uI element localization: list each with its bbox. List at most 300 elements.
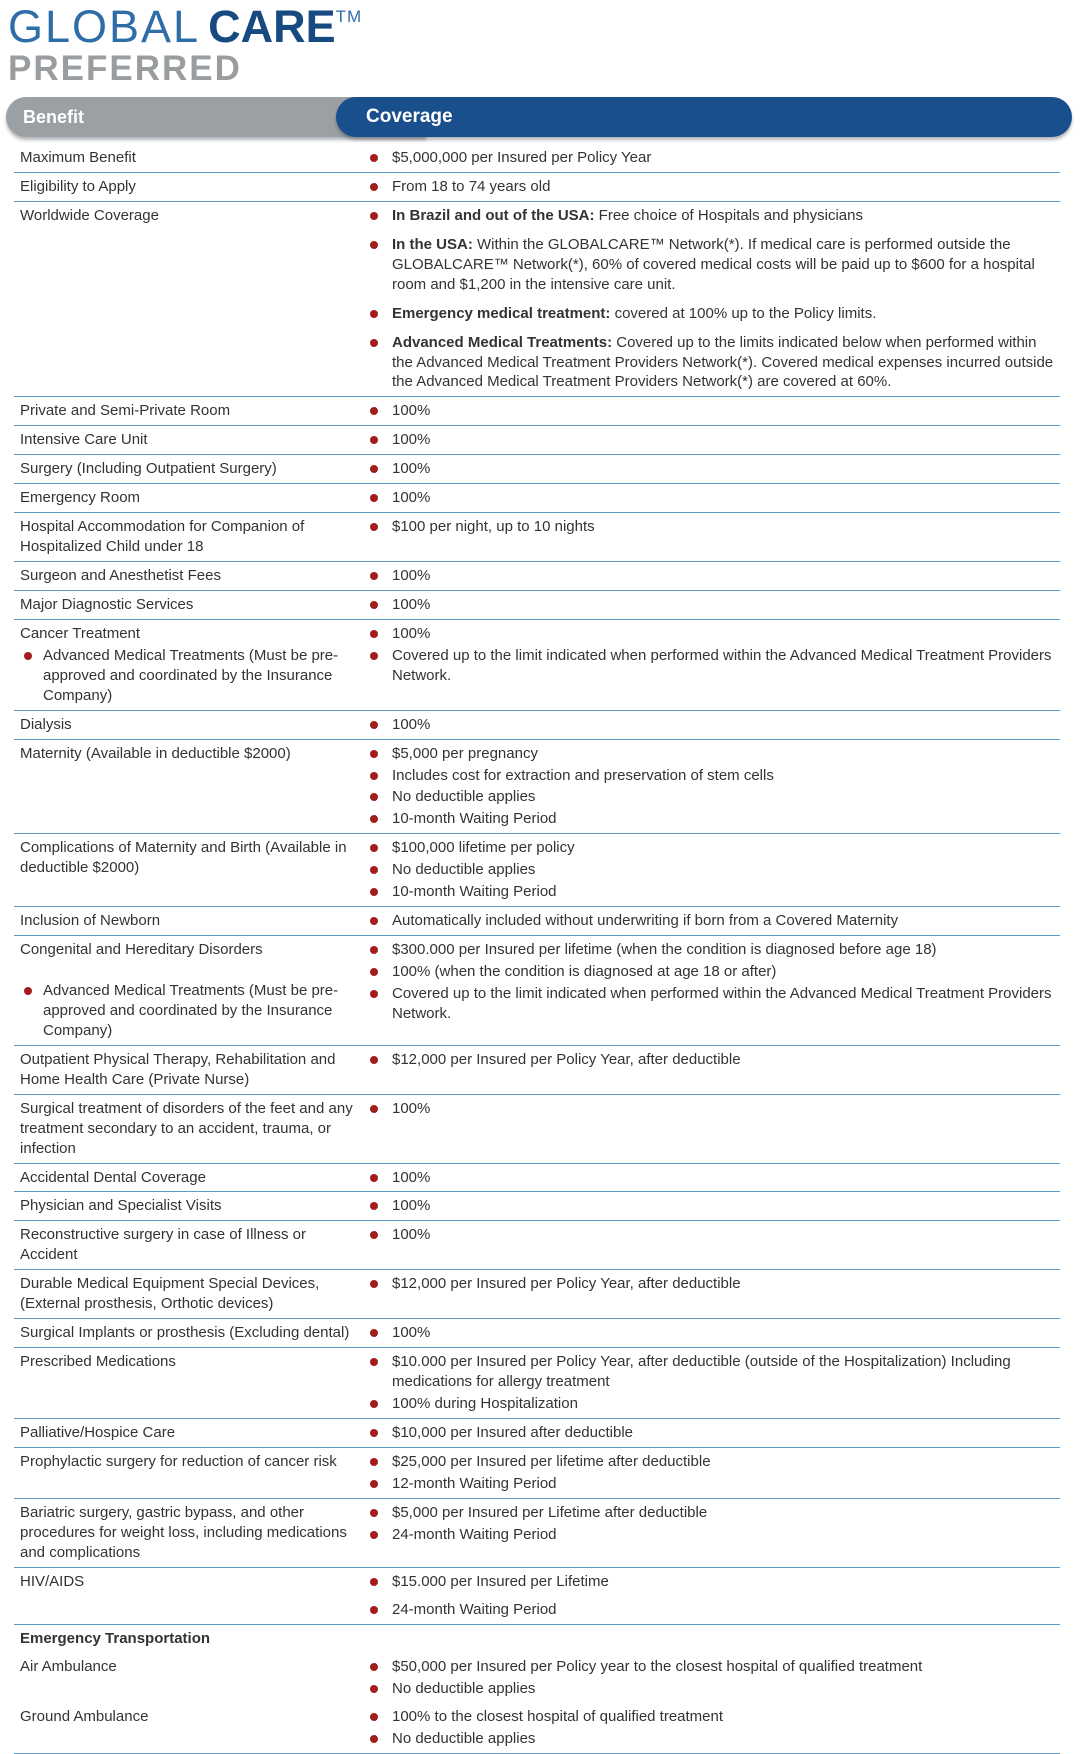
coverage-value: 100% to the closest hospital of qualified treatment xyxy=(392,1708,724,1726)
benefit-label: Complications of Maternity and Birth (Available in deductible $2000) xyxy=(20,839,347,877)
coverage-value: 12-month Waiting Period xyxy=(392,1474,557,1492)
coverage-cell xyxy=(362,837,1060,902)
bullet-icon xyxy=(370,1202,378,1210)
bullet-icon xyxy=(370,750,378,758)
coverage-value: $100,000 lifetime per policy xyxy=(392,839,575,857)
table-row xyxy=(14,144,1060,173)
benefit-cell xyxy=(14,743,362,830)
benefit-cell xyxy=(14,565,362,586)
coverage-cell xyxy=(362,1571,1060,1621)
coverage-cell xyxy=(362,429,1060,450)
bullet-icon xyxy=(370,1329,378,1337)
bullet-icon xyxy=(370,601,378,609)
coverage-value: $10.000 per Insured per Policy Year, after deductible (outside of the Hospitalization) Including medications for allergy treatment xyxy=(392,1353,1011,1390)
benefit-item xyxy=(20,1452,356,1472)
coverage-value: $5,000,000 per Insured per Policy Year xyxy=(392,149,652,166)
benefit-label: Prophylactic surgery for reduction of cancer risk xyxy=(20,1452,337,1470)
benefit-cell xyxy=(14,1167,362,1188)
table-row xyxy=(14,834,1060,907)
benefit-cell xyxy=(14,594,362,615)
bullet-icon xyxy=(370,1231,378,1239)
table-row xyxy=(14,397,1060,426)
bullet-icon xyxy=(370,772,378,780)
benefit-label: Emergency Room xyxy=(20,489,141,507)
benefit-cell xyxy=(14,458,362,479)
coverage-value: $12,000 per Insured per Policy Year, after deductible xyxy=(392,1050,741,1068)
benefit-cell xyxy=(14,205,362,393)
benefit-label: Palliative/Hospice Care xyxy=(20,1423,176,1441)
coverage-cell xyxy=(362,1098,1060,1159)
table-row xyxy=(14,1448,1060,1499)
bullet-icon xyxy=(370,183,378,191)
table-row xyxy=(14,562,1060,591)
coverage-item xyxy=(362,860,1060,880)
coverage-value-emphasis: In the USA: xyxy=(392,235,473,253)
table-row xyxy=(14,1499,1060,1568)
coverage-cell xyxy=(362,743,1060,830)
benefit-item xyxy=(20,1196,356,1216)
coverage-item xyxy=(362,744,1060,764)
coverage-value: Automatically included without underwriting if born from a Covered Maternity xyxy=(392,912,899,930)
coverage-column-label: Coverage xyxy=(366,106,453,127)
coverage-item xyxy=(362,459,1060,479)
bullet-icon xyxy=(370,1174,378,1182)
coverage-cell xyxy=(362,1451,1060,1494)
bullet-icon xyxy=(370,968,378,976)
coverage-cell xyxy=(362,1273,1060,1314)
benefit-label: Physician and Specialist Visits xyxy=(20,1197,222,1215)
coverage-value: $50,000 per Insured per Policy year to the closest hospital of qualified treatment xyxy=(392,1658,923,1676)
benefit-item xyxy=(20,1099,356,1159)
bullet-icon xyxy=(370,436,378,444)
table-row xyxy=(14,1046,1060,1095)
benefit-item xyxy=(20,1503,356,1563)
benefit-item xyxy=(20,940,356,960)
bullet-icon xyxy=(370,1400,378,1408)
benefit-cell xyxy=(14,1049,362,1090)
table-row xyxy=(14,1703,1060,1754)
bullet-icon xyxy=(370,946,378,954)
benefit-item xyxy=(20,595,356,615)
coverage-cell xyxy=(362,176,1060,197)
coverage-item xyxy=(362,1707,1060,1727)
table-row xyxy=(14,1270,1060,1319)
benefit-item xyxy=(20,1050,356,1090)
benefit-item xyxy=(20,148,356,168)
coverage-value: Covered up to the limit indicated when performed within the Advanced Medical Treatment Providers Network. xyxy=(392,646,1052,684)
bullet-icon xyxy=(370,1480,378,1488)
coverage-item xyxy=(362,809,1060,829)
bullet-icon xyxy=(370,494,378,502)
coverage-value: 100% xyxy=(392,624,431,642)
benefit-item xyxy=(20,1707,356,1727)
coverage-value: $5,000 per Insured per Lifetime after deductible xyxy=(392,1503,708,1521)
benefit-item xyxy=(20,459,356,479)
coverage-item xyxy=(362,1050,1060,1070)
bullet-icon xyxy=(370,241,378,249)
benefit-item xyxy=(20,1423,356,1443)
bullet-icon xyxy=(370,844,378,852)
coverage-value: In Brazil and out of the USA: Free choice of Hospitals and physicians xyxy=(392,206,863,224)
benefit-item xyxy=(20,715,356,735)
coverage-cell xyxy=(362,487,1060,508)
bullet-icon xyxy=(370,1735,378,1743)
coverage-value: $25,000 per Insured per lifetime after deductible xyxy=(392,1452,711,1470)
table-row xyxy=(14,455,1060,484)
bullet-icon xyxy=(370,1606,378,1614)
coverage-cell xyxy=(362,516,1060,557)
benefit-cell xyxy=(14,1628,362,1649)
benefit-cell xyxy=(14,176,362,197)
benefit-item xyxy=(20,177,356,197)
coverage-value: $15.000 per Insured per Lifetime xyxy=(392,1572,609,1590)
table-row xyxy=(14,1164,1060,1193)
coverage-value: 100% xyxy=(392,1226,431,1244)
coverage-item xyxy=(362,882,1060,902)
coverage-value: 100% xyxy=(392,460,431,478)
coverage-value: $5,000 per pregnancy xyxy=(392,744,538,762)
table-row xyxy=(14,202,1060,398)
bullet-icon xyxy=(370,154,378,162)
benefit-cell xyxy=(14,1224,362,1265)
globalcare-logo xyxy=(0,0,1080,88)
benefit-item xyxy=(20,430,356,450)
benefit-item xyxy=(20,1323,356,1343)
table-row xyxy=(14,936,1060,1046)
benefit-label: Bariatric surgery, gastric bypass, and other procedures for weight loss, including medications and complications xyxy=(20,1503,347,1561)
coverage-value: No deductible applies xyxy=(392,1680,536,1698)
benefit-cell xyxy=(14,837,362,902)
benefit-label: Cancer Treatment xyxy=(20,624,141,642)
coverage-value: Emergency medical treatment: covered at 100% up to the Policy limits. xyxy=(392,304,877,322)
coverage-value: $100 per night, up to 10 nights xyxy=(392,518,595,536)
benefit-cell xyxy=(14,939,362,1041)
bullet-icon xyxy=(24,987,32,995)
coverage-item xyxy=(362,177,1060,197)
benefit-item xyxy=(20,488,356,508)
coverage-value-emphasis: Advanced Medical Treatments: xyxy=(392,333,613,351)
coverage-item xyxy=(362,838,1060,858)
benefit-item xyxy=(20,744,356,764)
bullet-icon xyxy=(370,815,378,823)
bullet-icon xyxy=(370,1663,378,1671)
benefit-cell xyxy=(14,1322,362,1343)
coverage-value: 100% xyxy=(392,1197,431,1215)
benefit-cell xyxy=(14,1273,362,1314)
benefit-cell xyxy=(14,1502,362,1563)
benefit-label: Inclusion of Newborn xyxy=(20,912,161,930)
logo-subtitle: PREFERRED xyxy=(8,49,242,89)
coverage-item xyxy=(362,235,1060,295)
benefit-label: Intensive Care Unit xyxy=(20,431,148,449)
logo-trademark: TM xyxy=(335,7,363,26)
coverage-cell xyxy=(362,1628,1060,1649)
coverage-item xyxy=(362,940,1060,960)
bullet-icon xyxy=(370,339,378,347)
benefit-item xyxy=(20,1657,356,1677)
bullet-icon xyxy=(370,1509,378,1517)
coverage-cell xyxy=(362,400,1060,421)
coverage-value-emphasis: Emergency medical treatment: xyxy=(392,304,611,322)
coverage-item xyxy=(362,488,1060,508)
benefit-cell xyxy=(14,147,362,168)
coverage-value: $10,000 per Insured after deductible xyxy=(392,1423,634,1441)
coverage-item xyxy=(362,984,1060,1024)
bullet-icon xyxy=(370,721,378,729)
benefit-label: Outpatient Physical Therapy, Rehabilitation and Home Health Care (Private Nurse) xyxy=(20,1050,336,1088)
bullet-icon xyxy=(370,888,378,896)
bullet-icon xyxy=(370,1458,378,1466)
benefit-label: Advanced Medical Treatments (Must be pre-approved and coordinated by the Insurance Company) xyxy=(43,646,339,704)
benefit-cell xyxy=(14,1422,362,1443)
coverage-value: 24-month Waiting Period xyxy=(392,1601,557,1619)
coverage-cell xyxy=(362,1167,1060,1188)
coverage-item xyxy=(362,333,1060,393)
benefit-item xyxy=(20,981,356,1041)
benefit-label: Emergency Transportation xyxy=(20,1630,211,1648)
coverage-item xyxy=(362,1600,1060,1620)
coverage-value: No deductible applies xyxy=(392,861,536,879)
coverage-value: No deductible applies xyxy=(392,788,536,806)
benefit-cell xyxy=(14,623,362,706)
bullet-icon xyxy=(370,1685,378,1693)
coverage-cell xyxy=(362,205,1060,393)
coverage-item xyxy=(362,911,1060,931)
benefit-item xyxy=(20,1352,356,1372)
coverage-item xyxy=(362,148,1060,168)
benefit-cell xyxy=(14,516,362,557)
bullet-icon xyxy=(370,1056,378,1064)
benefit-label: Private and Semi-Private Room xyxy=(20,402,231,420)
coverage-value: In the USA: Within the GLOBALCARE™ Network(*). If medical care is performed outside the GLOBALCARE™ Network(*), 60% of covered medical costs will be paid up to $600 for a hospital room and $1,200 in the intensive care unit. xyxy=(392,235,1035,293)
coverage-cell xyxy=(362,1656,1060,1699)
coverage-item xyxy=(362,206,1060,226)
logo-word-care: CARE xyxy=(208,1,336,52)
coverage-item xyxy=(362,962,1060,982)
benefit-item xyxy=(20,401,356,421)
table-row xyxy=(14,1221,1060,1270)
benefit-cell xyxy=(14,487,362,508)
coverage-cell xyxy=(362,623,1060,706)
benefit-label: Ground Ambulance xyxy=(20,1708,149,1726)
table-row xyxy=(14,907,1060,936)
coverage-value: Includes cost for extraction and preservation of stem cells xyxy=(392,766,774,784)
coverage-cell xyxy=(362,147,1060,168)
benefit-label: HIV/AIDS xyxy=(20,1572,85,1590)
benefit-label: Hospital Accommodation for Companion of Hospitalized Child under 18 xyxy=(20,518,305,556)
benefit-cell xyxy=(14,429,362,450)
coverage-value: 100% xyxy=(392,431,431,449)
coverage-cell xyxy=(362,1351,1060,1414)
coverage-value: 10-month Waiting Period xyxy=(392,810,557,828)
logo-word-global: GLOBAL xyxy=(8,1,201,52)
coverage-cell xyxy=(362,1322,1060,1343)
benefit-label: Surgery (Including Outpatient Surgery) xyxy=(20,460,277,478)
table-row xyxy=(14,513,1060,562)
benefit-label: Air Ambulance xyxy=(20,1658,117,1676)
coverage-item xyxy=(362,1225,1060,1245)
benefit-cell xyxy=(14,1706,362,1749)
coverage-cell xyxy=(362,565,1060,586)
coverage-value: $300.000 per Insured per lifetime (when the condition is diagnosed before age 18) xyxy=(392,941,937,959)
benefit-cell xyxy=(14,400,362,421)
benefit-label: Surgical treatment of disorders of the feet and any treatment secondary to an accident, trauma, or infection xyxy=(20,1099,353,1157)
coverage-value: 100% (when the condition is diagnosed at age 18 or after) xyxy=(392,963,777,980)
coverage-value: 100% xyxy=(392,567,431,584)
coverage-value: Covered up to the limit indicated when performed within the Advanced Medical Treatment Providers Network. xyxy=(392,984,1052,1022)
coverage-cell xyxy=(362,1422,1060,1443)
benefit-label: Maternity (Available in deductible $2000) xyxy=(20,744,291,762)
bullet-icon xyxy=(370,917,378,925)
bullet-icon xyxy=(370,310,378,318)
table-header xyxy=(6,97,1074,137)
benefit-cell xyxy=(14,1098,362,1159)
coverage-item xyxy=(362,304,1060,324)
coverage-item xyxy=(362,1729,1060,1749)
coverage-item xyxy=(362,715,1060,735)
table-row xyxy=(14,426,1060,455)
logo-line1 xyxy=(8,3,1080,50)
coverage-item xyxy=(362,766,1060,786)
benefit-label: Reconstructive surgery in case of Illness or Accident xyxy=(20,1226,306,1264)
coverage-item xyxy=(362,787,1060,807)
coverage-value: 100% xyxy=(392,1168,431,1186)
bullet-icon xyxy=(370,1531,378,1539)
benefit-item xyxy=(20,1168,356,1188)
table-row xyxy=(14,1419,1060,1448)
benefit-label: Major Diagnostic Services xyxy=(20,595,194,613)
coverage-item xyxy=(362,430,1060,450)
bullet-icon xyxy=(370,1429,378,1437)
bullet-icon xyxy=(24,652,32,660)
coverage-item xyxy=(362,1352,1060,1392)
benefit-label: Dialysis xyxy=(20,715,72,733)
table-row xyxy=(14,1625,1060,1653)
benefit-item xyxy=(20,566,356,586)
coverage-value-emphasis: In Brazil and out of the USA: xyxy=(392,206,595,224)
coverage-cell xyxy=(362,1049,1060,1090)
coverage-value: 100% xyxy=(392,715,431,733)
bullet-icon xyxy=(370,793,378,801)
benefit-label: Accidental Dental Coverage xyxy=(20,1168,206,1186)
benefit-label: Prescribed Medications xyxy=(20,1353,176,1371)
coverage-cell xyxy=(362,1224,1060,1265)
benefit-cell xyxy=(14,1571,362,1621)
coverage-item xyxy=(362,1474,1060,1494)
coverage-item xyxy=(362,595,1060,615)
coverage-value: $12,000 per Insured per Policy Year, after deductible xyxy=(392,1275,741,1293)
coverage-item xyxy=(362,624,1060,644)
coverage-value: From 18 to 74 years old xyxy=(392,177,551,195)
bullet-icon xyxy=(370,523,378,531)
benefit-item xyxy=(20,1572,356,1592)
benefit-label: Surgical Implants or prosthesis (Excluding dental) xyxy=(20,1324,350,1342)
coverage-cell xyxy=(362,939,1060,1041)
benefit-item xyxy=(20,838,356,878)
benefit-item xyxy=(20,911,356,931)
coverage-item xyxy=(362,1503,1060,1523)
coverage-item xyxy=(362,1657,1060,1677)
table-row xyxy=(14,1095,1060,1164)
coverage-item xyxy=(362,1452,1060,1472)
coverage-item xyxy=(362,1394,1060,1414)
coverage-cell xyxy=(362,1502,1060,1563)
table-row xyxy=(14,620,1060,711)
coverage-cell xyxy=(362,714,1060,735)
benefit-cell xyxy=(14,1351,362,1414)
benefit-label: Eligibility to Apply xyxy=(20,177,136,195)
benefit-label: Worldwide Coverage xyxy=(20,206,159,224)
benefit-cell xyxy=(14,1656,362,1699)
coverage-value: Advanced Medical Treatments: Covered up to the limits indicated below when performed within the Advanced Medical Treatment Providers Network(*). Covered medical expenses incurred outside the Advanced Medical Treatment Providers Network(*) are covered at 60%. xyxy=(392,333,1054,391)
coverage-item xyxy=(362,1679,1060,1699)
benefit-cell xyxy=(14,1451,362,1494)
coverage-value: 100% xyxy=(392,1324,431,1342)
coverage-item xyxy=(362,517,1060,537)
coverage-value: 24-month Waiting Period xyxy=(392,1525,557,1543)
benefit-item xyxy=(20,206,356,226)
bullet-icon xyxy=(370,1578,378,1586)
table-row xyxy=(14,1348,1060,1419)
coverage-item xyxy=(362,1525,1060,1545)
coverage-value: 100% xyxy=(392,1099,431,1117)
bullet-icon xyxy=(370,630,378,638)
bullet-icon xyxy=(370,1713,378,1721)
coverage-cell xyxy=(362,910,1060,931)
benefit-cell xyxy=(14,910,362,931)
bullet-icon xyxy=(370,990,378,998)
table-row xyxy=(14,740,1060,835)
table-row xyxy=(14,1192,1060,1221)
benefit-item xyxy=(20,1274,356,1314)
coverage-item xyxy=(362,1572,1060,1592)
coverage-value: 100% xyxy=(392,402,431,420)
benefit-item xyxy=(20,1225,356,1265)
bullet-icon xyxy=(370,866,378,874)
table-row xyxy=(14,591,1060,620)
coverage-item xyxy=(362,1196,1060,1216)
benefit-item xyxy=(20,624,356,644)
benefits-table xyxy=(14,144,1060,1754)
bullet-icon xyxy=(370,465,378,473)
coverage-cell xyxy=(362,1706,1060,1749)
table-row xyxy=(14,484,1060,513)
benefit-item xyxy=(20,1629,356,1649)
coverage-value: 100% during Hospitalization xyxy=(392,1394,578,1412)
table-row xyxy=(14,1319,1060,1348)
bullet-icon xyxy=(370,1105,378,1113)
coverage-item xyxy=(362,566,1060,586)
coverage-cell xyxy=(362,594,1060,615)
benefit-label: Durable Medical Equipment Special Devices, (External prosthesis, Orthotic devices) xyxy=(20,1275,320,1313)
coverage-column-header xyxy=(336,97,1072,137)
table-row xyxy=(14,711,1060,740)
coverage-item xyxy=(362,1323,1060,1343)
coverage-value: No deductible applies xyxy=(392,1730,536,1748)
benefit-label: Surgeon and Anesthetist Fees xyxy=(20,567,221,584)
benefit-column-label: Benefit xyxy=(23,107,85,127)
bullet-icon xyxy=(370,407,378,415)
benefit-cell xyxy=(14,1195,362,1216)
benefit-label: Maximum Benefit xyxy=(20,149,136,166)
coverage-item xyxy=(362,1274,1060,1294)
bullet-icon xyxy=(370,652,378,660)
coverage-cell xyxy=(362,458,1060,479)
benefit-label: Congenital and Hereditary Disorders xyxy=(20,941,263,959)
coverage-item xyxy=(362,646,1060,686)
benefit-label: Advanced Medical Treatments (Must be pre-approved and coordinated by the Insurance Company) xyxy=(43,982,339,1039)
benefit-cell xyxy=(14,714,362,735)
